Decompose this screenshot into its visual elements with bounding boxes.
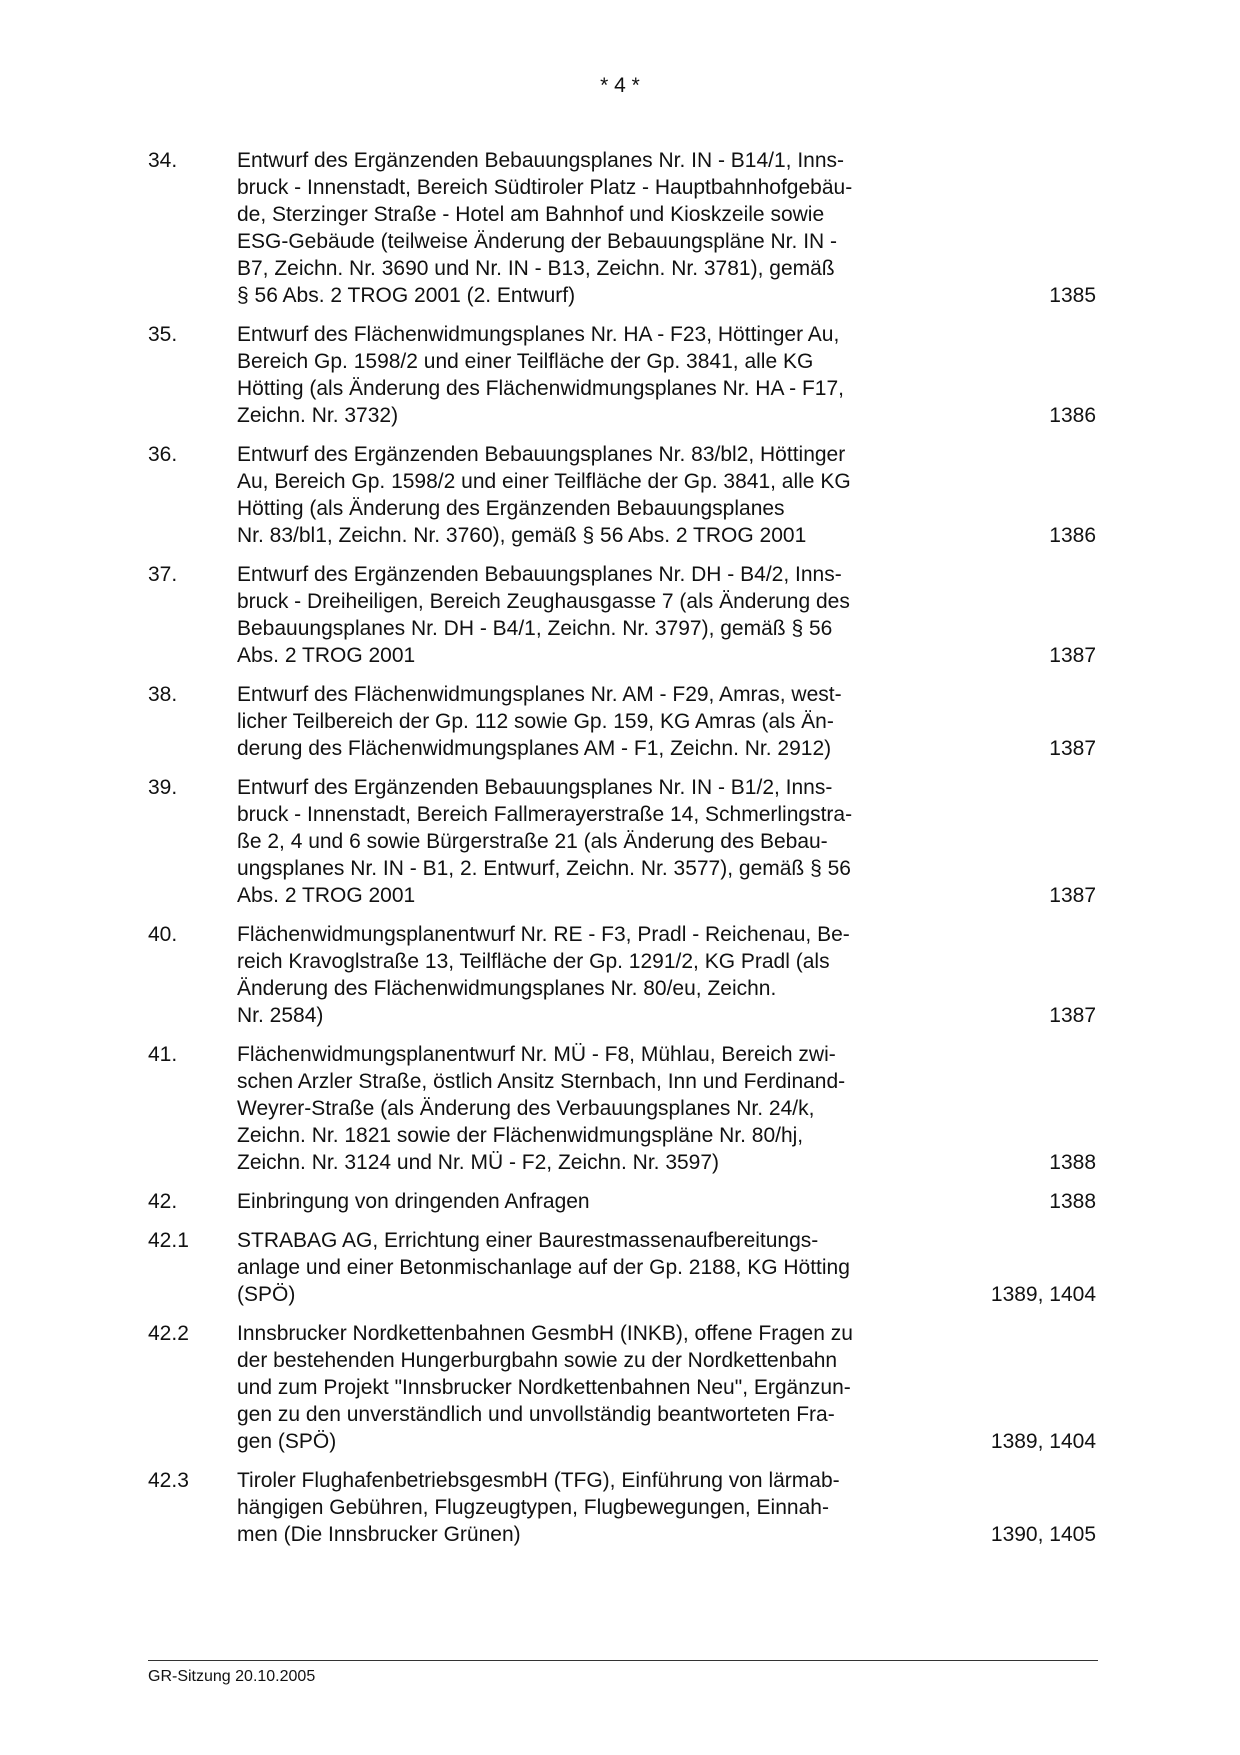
entry-pages: 1389, 1404 <box>990 1430 1096 1453</box>
agenda-entry <box>148 1188 1096 1215</box>
entry-number: 42.1 <box>148 1229 189 1252</box>
agenda-entry <box>148 561 1096 669</box>
agenda-entry <box>148 921 1096 1029</box>
agenda-list <box>148 147 1096 1560</box>
entry-pages: 1387 <box>1049 1004 1096 1027</box>
entry-number: 42.3 <box>148 1469 189 1492</box>
agenda-entry <box>148 774 1096 909</box>
entry-pages: 1386 <box>1049 524 1096 547</box>
entry-number: 41. <box>148 1043 178 1066</box>
agenda-entry <box>148 1320 1096 1455</box>
entry-pages: 1387 <box>1049 737 1096 760</box>
entry-text: Entwurf des Ergänzenden Bebauungsplanes Nr. IN - B1/2, Inns- bruck - Innenstadt, Bereich Fallmerayerstraße 14, Schmerlingstra- ße 2, 4 und 6 sowie Bürgerstraße 21 (als Änderung des Bebau- ungsplanes Nr. IN - B1, 2. Entwurf, Zeichn. Nr. 3577), gemäß § 56 Abs. 2 TROG 2001 <box>237 776 853 907</box>
entry-number: 38. <box>148 683 178 706</box>
entry-pages: 1387 <box>1049 644 1096 667</box>
page-number: * 4 * <box>600 74 640 97</box>
entry-text: Entwurf des Ergänzenden Bebauungsplanes Nr. DH - B4/2, Inns- bruck - Dreiheiligen, Bereich Zeughausgasse 7 (als Änderung des Bebauungsplanes Nr. DH - B4/1, Zeichn. Nr. 3797), gemäß § 56 Abs. 2 TROG 2001 <box>237 563 850 667</box>
entry-text: Tiroler FlughafenbetriebsgesmbH (TFG), Einführung von lärmab- hängigen Gebühren, Flugzeugtypen, Flugbewegungen, Einnah- men (Die Innsbrucker Grünen) <box>237 1469 840 1546</box>
footer-session-date: GR-Sitzung 20.10.2005 <box>148 1668 316 1685</box>
entry-pages: 1385 <box>1049 284 1096 307</box>
entry-number: 36. <box>148 443 178 466</box>
entry-pages: 1388 <box>1049 1151 1096 1174</box>
entry-pages: 1387 <box>1049 884 1096 907</box>
entry-text: Entwurf des Flächenwidmungsplanes Nr. HA - F23, Höttinger Au, Bereich Gp. 1598/2 und einer Teilfläche der Gp. 3841, alle KG Hötting (als Änderung des Flächenwidmungsplanes Nr. HA - F17, Zeichn. Nr. 3732) <box>237 323 844 427</box>
entry-text: STRABAG AG, Errichtung einer Baurestmassenaufbereitungs- anlage und einer Betonmischanlage auf der Gp. 2188, KG Hötting (SPÖ) <box>237 1229 850 1306</box>
entry-number: 40. <box>148 923 178 946</box>
agenda-entry <box>148 147 1096 309</box>
entry-pages: 1388 <box>1049 1190 1096 1213</box>
entry-text: Einbringung von dringenden Anfragen <box>237 1190 590 1213</box>
entry-text: Innsbrucker Nordkettenbahnen GesmbH (INKB), offene Fragen zu der bestehenden Hungerburgbahn sowie zu der Nordkettenbahn und zum Projekt "Innsbrucker Nordkettenbahnen Neu", Ergänzun- gen zu den unverständlich und unvollständig beantworteten Fra- gen (SPÖ) <box>237 1322 853 1453</box>
entry-number: 39. <box>148 776 178 799</box>
entry-text: Entwurf des Flächenwidmungsplanes Nr. AM - F29, Amras, west- licher Teilbereich der Gp. 112 sowie Gp. 159, KG Amras (als Än- derung des Flächenwidmungsplanes AM - F1, Zeichn. Nr. 2912) <box>237 683 842 760</box>
entry-text: Entwurf des Ergänzenden Bebauungsplanes Nr. IN - B14/1, Inns- bruck - Innenstadt, Bereich Südtiroler Platz - Hauptbahnhofgebäu- de, Sterzinger Straße - Hotel am Bahnhof und Kioskzeile sowie ESG-Gebäude (teilweise Änderung der Bebauungspläne Nr. IN - B7, Zeichn. Nr. 3690 und Nr. IN - B13, Zeichn. Nr. 3781), gemäß § 56 Abs. 2 TROG 2001 (2. Entwurf) <box>237 149 853 307</box>
entry-pages: 1390, 1405 <box>990 1523 1096 1546</box>
entry-number: 35. <box>148 323 178 346</box>
entry-number: 42.2 <box>148 1322 189 1345</box>
entry-pages: 1386 <box>1049 404 1096 427</box>
entry-text: Entwurf des Ergänzenden Bebauungsplanes Nr. 83/bl2, Höttinger Au, Bereich Gp. 1598/2 und einer Teilfläche der Gp. 3841, alle KG Hötting (als Änderung des Ergänzenden Bebauungsplanes Nr. 83/bl1, Zeichn. Nr. 3760), gemäß § 56 Abs. 2 TROG 2001 <box>237 443 851 547</box>
agenda-entry <box>148 441 1096 549</box>
agenda-entry <box>148 1227 1096 1308</box>
entry-text: Flächenwidmungsplanentwurf Nr. MÜ - F8, Mühlau, Bereich zwi- schen Arzler Straße, östlich Ansitz Sternbach, Inn und Ferdinand- Weyrer-Straße (als Änderung des Verbauungsplanes Nr. 24/k, Zeichn. Nr. 1821 sowie der Flächenwidmungspläne Nr. 80/hj, Zeichn. Nr. 3124 und Nr. MÜ - F2, Zeichn. Nr. 3597) <box>237 1043 846 1174</box>
entry-pages: 1389, 1404 <box>990 1283 1096 1306</box>
agenda-entry <box>148 1467 1096 1548</box>
entry-text: Flächenwidmungsplanentwurf Nr. RE - F3, Pradl - Reichenau, Be- reich Kravoglstraße 13, Teilfläche der Gp. 1291/2, KG Pradl (als Änderung des Flächenwidmungsplanes Nr. 80/eu, Zeichn. Nr. 2584) <box>237 923 850 1027</box>
agenda-entry <box>148 321 1096 429</box>
entry-number: 37. <box>148 563 178 586</box>
entry-number: 42. <box>148 1190 178 1213</box>
footer-divider <box>148 1660 1098 1661</box>
entry-number: 34. <box>148 149 178 172</box>
agenda-entry <box>148 681 1096 762</box>
agenda-entry <box>148 1041 1096 1176</box>
